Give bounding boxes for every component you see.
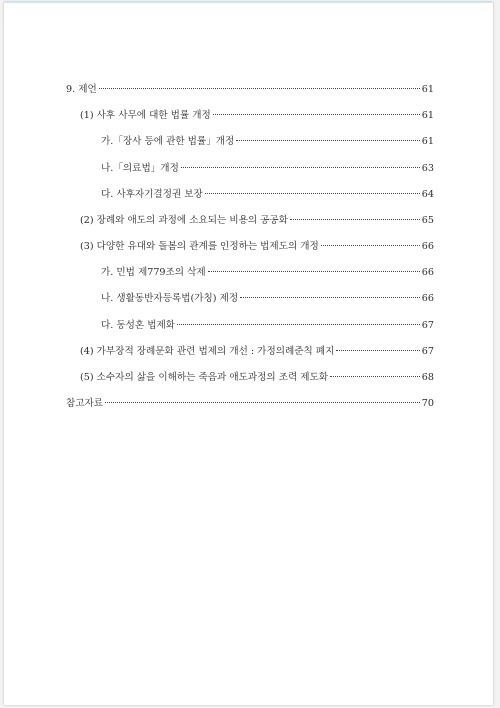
- toc-entry-label: 나. 생활동반자등록법(가칭) 제정: [101, 293, 239, 304]
- toc-entry[interactable]: [66, 264, 434, 282]
- toc-entry-label: 다. 사후자기결정권 보장: [101, 189, 203, 200]
- toc-entry[interactable]: [66, 133, 434, 151]
- toc-entry-label: 나.「의료법」개정: [101, 163, 179, 174]
- dot-leader: [213, 114, 420, 115]
- toc-entry[interactable]: [66, 238, 434, 256]
- toc-entry-label: 가.「장사 등에 관한 법률」개정: [101, 136, 235, 147]
- toc-entry[interactable]: [66, 212, 434, 230]
- toc-entry[interactable]: [66, 343, 434, 361]
- dot-leader: [205, 193, 420, 194]
- toc-entry[interactable]: [66, 160, 434, 178]
- toc-entry[interactable]: [66, 81, 434, 99]
- toc-page-number: 66: [421, 267, 434, 278]
- toc-page-number: 66: [421, 241, 434, 252]
- toc-page-number: 63: [421, 163, 434, 174]
- dot-leader: [99, 88, 420, 89]
- toc-page-number: 61: [421, 84, 434, 95]
- toc-entry-label: 참고자료: [66, 398, 104, 409]
- dot-leader: [330, 376, 420, 377]
- toc-page-number: 70: [421, 398, 434, 409]
- toc-entry[interactable]: [66, 186, 434, 204]
- toc-entry-label: (3) 다양한 유대와 돌봄의 관계를 인정하는 법제도의 개정: [80, 241, 319, 252]
- toc-page-number: 65: [421, 215, 434, 226]
- toc-entry-label: (2) 장례와 애도의 과정에 소요되는 비용의 공공화: [80, 215, 288, 226]
- dot-leader: [290, 219, 420, 220]
- toc-entry-label: (4) 가부장적 장례문화 관련 법제의 개선 : 가정의례준칙 폐지: [80, 346, 335, 357]
- toc-page-number: 61: [421, 136, 434, 147]
- toc-entry-label: 가. 민법 제779조의 삭제: [101, 267, 206, 278]
- document-page: [4, 2, 493, 705]
- toc-page-number: 67: [421, 320, 434, 331]
- toc-page-number: 61: [421, 110, 434, 121]
- dot-leader: [208, 271, 420, 272]
- dot-leader: [336, 350, 419, 351]
- dot-leader: [105, 402, 420, 403]
- toc-entry[interactable]: [66, 395, 434, 413]
- dot-leader: [321, 245, 420, 246]
- dot-leader: [240, 297, 420, 298]
- dot-leader: [181, 167, 420, 168]
- toc-page-number: 64: [421, 189, 434, 200]
- toc-entry-label: 9. 제언: [66, 84, 97, 95]
- toc-entry[interactable]: [66, 290, 434, 308]
- toc-page-number: 68: [421, 372, 434, 383]
- toc-page-number: 66: [421, 293, 434, 304]
- toc-entry[interactable]: [66, 317, 434, 335]
- toc-entry-label: 다. 동성혼 법제화: [101, 320, 176, 331]
- toc-entry[interactable]: [66, 369, 434, 387]
- toc-entry-label: (1) 사후 사무에 대한 법률 개정: [80, 110, 211, 121]
- dot-leader: [236, 140, 419, 141]
- dot-leader: [177, 324, 420, 325]
- toc-page-number: 67: [421, 346, 434, 357]
- toc-entry-label: (5) 소수자의 삶을 이해하는 죽음과 애도과정의 조력 제도화: [80, 372, 329, 383]
- toc-entry[interactable]: [66, 107, 434, 125]
